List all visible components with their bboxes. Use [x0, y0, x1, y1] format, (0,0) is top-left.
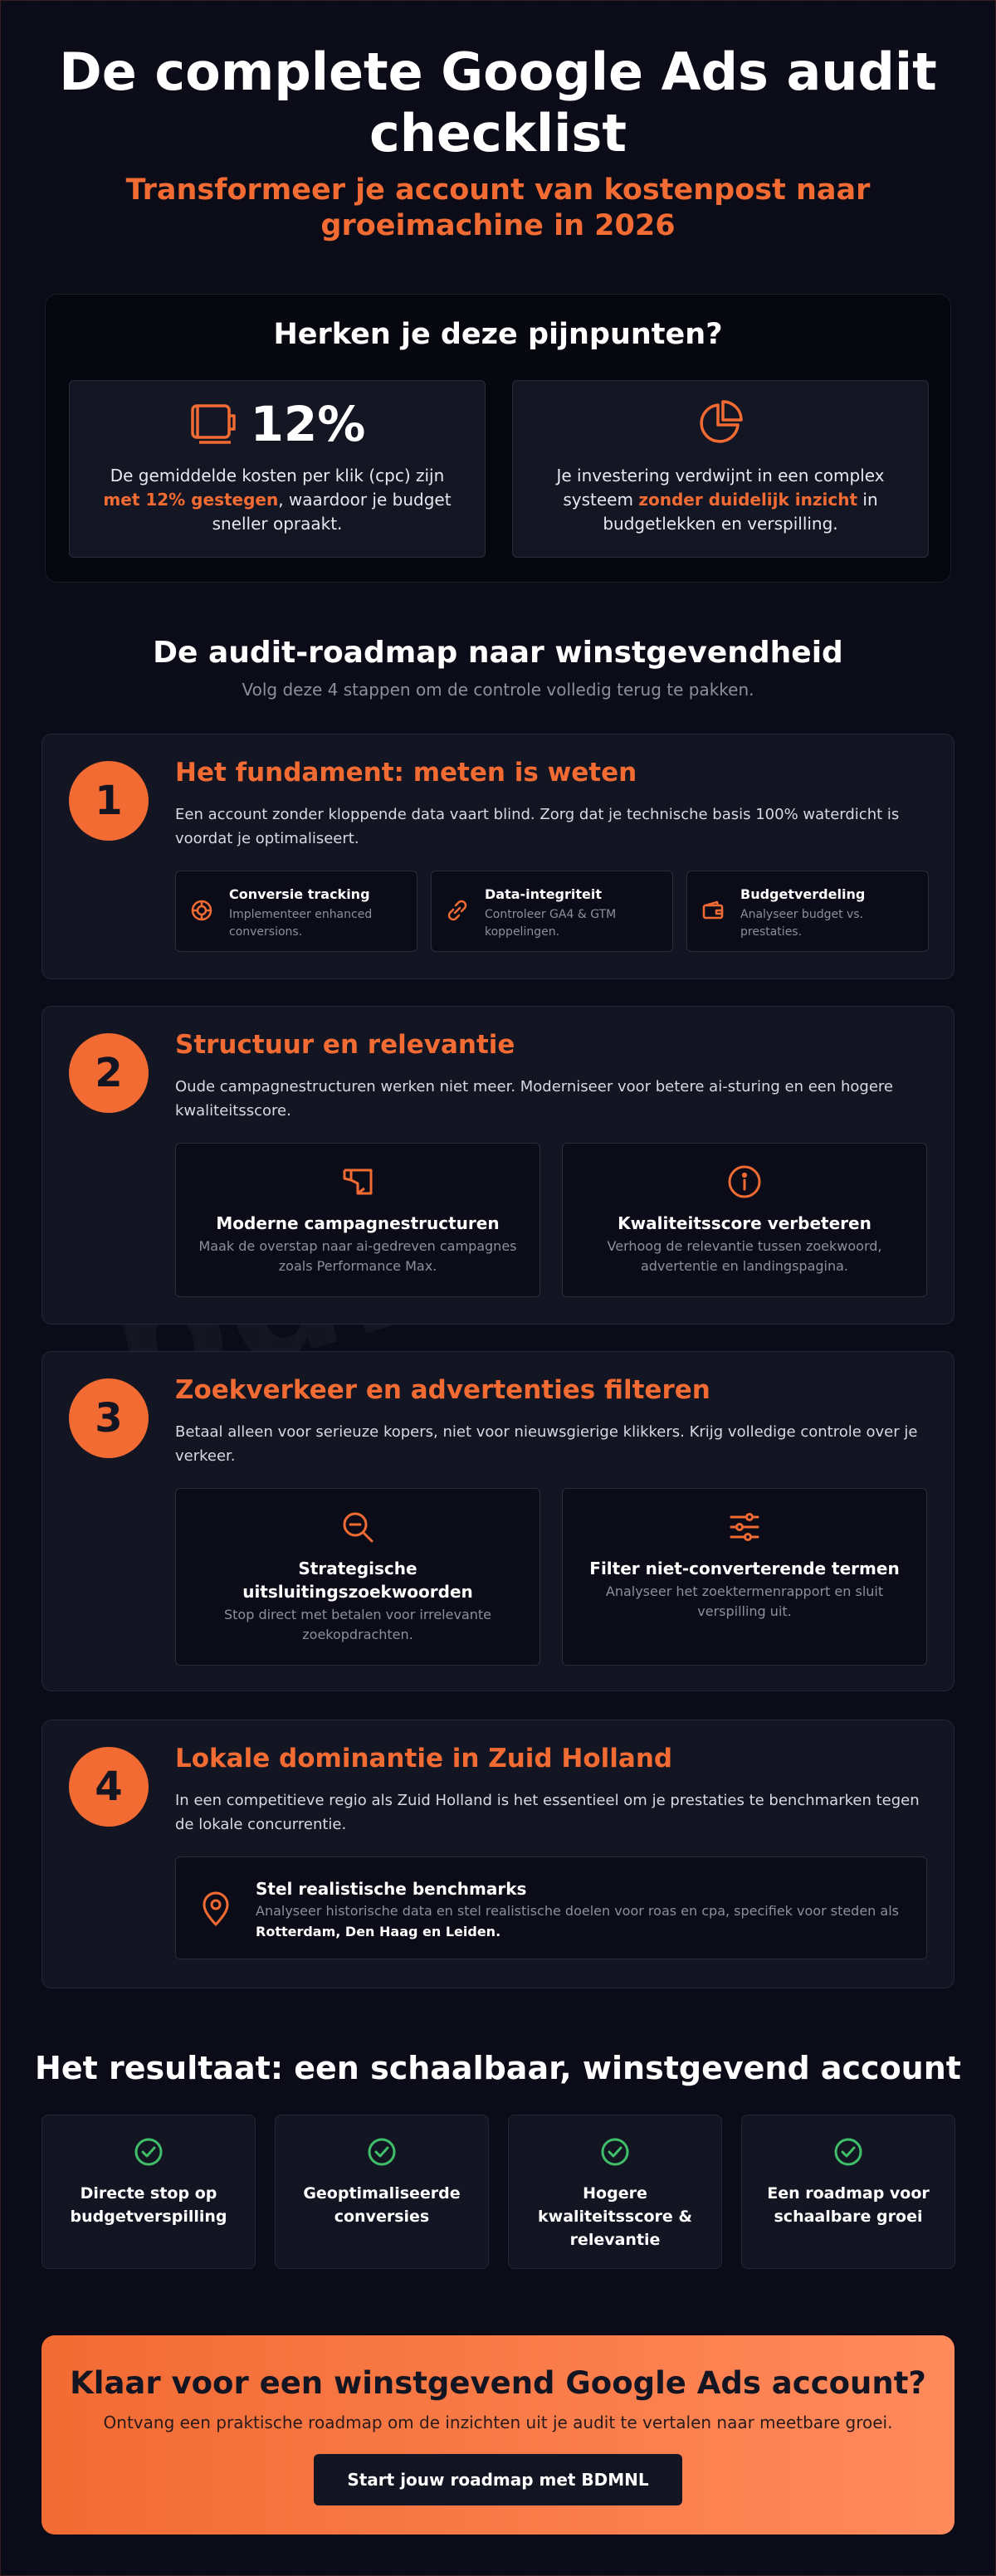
item-desc: Analyseer budget vs. prestaties.	[740, 908, 864, 939]
pain-card-insight	[512, 380, 929, 558]
cta-title: Klaar voor een winstgevend Google Ads account?	[70, 2365, 926, 2401]
result-label: Hogere kwaliteitsscore & relevantie	[538, 2184, 692, 2249]
item-title: Budgetverdeling	[740, 886, 866, 902]
wallet-icon	[189, 401, 237, 447]
item-desc: Implementeer enhanced conversions.	[229, 908, 373, 939]
hero	[0, 41, 996, 244]
pain-stat: 12%	[250, 396, 366, 452]
result-title: Het resultaat: een schaalbaar, winstgevend account	[35, 2050, 961, 2086]
item-desc: Analyseer het zoektermenrapport en sluit verspilling uit.	[605, 1583, 884, 1619]
page-title: De complete Google Ads audit checklist	[59, 41, 937, 163]
structure-icon	[339, 1164, 376, 1200]
result-label: Directe stop op budgetverspilling	[70, 2184, 227, 2226]
step-number: 3	[69, 1378, 149, 1458]
wallet-icon	[701, 898, 725, 926]
pain-points-section	[45, 294, 951, 583]
item-desc: Analyseer historische data en stel realistische doelen voor roas en cpa, specifiek voor steden als Rotterdam, Den Haag en Leiden.	[256, 1903, 899, 1939]
step3-item-filter-terms	[562, 1488, 927, 1666]
pain-card-cpc	[69, 380, 486, 558]
step-desc: Een account zonder kloppende data vaart blind. Zorg dat je technische basis 100% waterdicht is voordat je optimaliseert.	[175, 806, 900, 847]
cta-button[interactable]: Start jouw roadmap met BDMNL	[314, 2454, 682, 2505]
step4-item-benchmarks	[175, 1856, 927, 1959]
step-number: 4	[69, 1747, 149, 1827]
step-title: Structuur en relevantie	[175, 1030, 515, 1060]
info-icon	[726, 1164, 763, 1200]
step-title: Lokale dominantie in Zuid Holland	[175, 1744, 673, 1773]
item-title: Filter niet-converterende termen	[589, 1559, 900, 1578]
check-circle-icon	[367, 2137, 397, 2167]
cta-banner	[42, 2335, 954, 2535]
roadmap-title: De audit-roadmap naar winstgevendheid	[153, 636, 843, 670]
result-card-4	[741, 2115, 955, 2269]
result-card-1	[42, 2115, 256, 2269]
step2-item-structure	[175, 1143, 540, 1297]
check-circle-icon	[600, 2137, 630, 2167]
item-title: Moderne campagnestructuren	[216, 1213, 500, 1233]
step1-item-tracking	[175, 871, 417, 952]
item-desc: Verhoog de relevantie tussen zoekwoord, advertentie en landingspagina.	[607, 1238, 882, 1274]
item-desc: Stop direct met betalen voor irrelevante zoekopdrachten.	[223, 1607, 491, 1642]
step2-item-quality	[562, 1143, 927, 1297]
page-subtitle: Transformeer je account van kostenpost naar groeimachine in 2026	[125, 173, 871, 242]
search-minus-icon	[339, 1509, 376, 1545]
map-pin-icon	[199, 1891, 232, 1930]
link-icon	[445, 898, 470, 926]
item-desc: Controleer GA4 & GTM koppelingen.	[485, 908, 617, 939]
result-label: Geoptimaliseerde conversies	[303, 2184, 461, 2226]
pie-chart-icon	[696, 398, 745, 450]
item-title: Strategische uitsluitingszoekwoorden	[242, 1559, 473, 1602]
item-title: Conversie tracking	[229, 886, 370, 902]
step-card-4	[42, 1720, 954, 1988]
item-title: Data-integriteit	[485, 886, 602, 902]
step-title: Zoekverkeer en advertenties filteren	[175, 1375, 710, 1405]
cta-subtitle: Ontvang een praktische roadmap om de inzichten uit je audit te vertalen naar meetbare groei.	[103, 2413, 893, 2432]
check-circle-icon	[833, 2137, 863, 2167]
step-desc: In een competitieve regio als Zuid Holland is het essentieel om je prestaties te benchmarken tegen de lokale concurrentie.	[175, 1792, 920, 1833]
roadmap-header	[0, 636, 996, 700]
tracking-icon	[189, 898, 214, 926]
step-desc: Betaal alleen voor serieuze kopers, niet voor nieuwsgierige klikkers. Krijg volledige controle over je verkeer.	[175, 1423, 918, 1465]
step-title: Het fundament: meten is weten	[175, 758, 637, 788]
item-desc: Maak de overstap naar ai-gedreven campagnes zoals Performance Max.	[198, 1238, 517, 1274]
filter-sliders-icon	[726, 1509, 763, 1545]
step-card-1	[42, 734, 954, 979]
pain-text-insight: Je investering verdwijnt in een complex systeem zonder duidelijk inzicht in budgetlekken en verspilling.	[556, 466, 885, 534]
item-title: Stel realistische benchmarks	[256, 1879, 527, 1899]
step1-item-data	[431, 871, 673, 952]
step1-item-budget	[686, 871, 929, 952]
step-number: 1	[69, 761, 149, 841]
result-label: Een roadmap voor schaalbare groei	[767, 2184, 930, 2226]
result-card-3	[508, 2115, 722, 2269]
step3-item-negative-keywords	[175, 1488, 540, 1666]
step-number: 2	[69, 1033, 149, 1113]
item-title: Kwaliteitsscore verbeteren	[618, 1213, 872, 1233]
check-circle-icon	[134, 2137, 164, 2167]
step-desc: Oude campagnestructuren werken niet meer. Moderniseer voor betere ai-sturing en een hogere kwaliteitsscore.	[175, 1078, 893, 1120]
roadmap-subtitle: Volg deze 4 stappen om de controle volledig terug te pakken.	[242, 680, 754, 700]
step-card-2	[42, 1006, 954, 1325]
pain-heading: Herken je deze pijnpunten?	[273, 318, 723, 351]
pain-text-cpc: De gemiddelde kosten per klik (cpc) zijn met 12% gestegen, waardoor je budget sneller opraakt.	[103, 466, 452, 534]
result-card-2	[275, 2115, 489, 2269]
step-card-3	[42, 1351, 954, 1691]
